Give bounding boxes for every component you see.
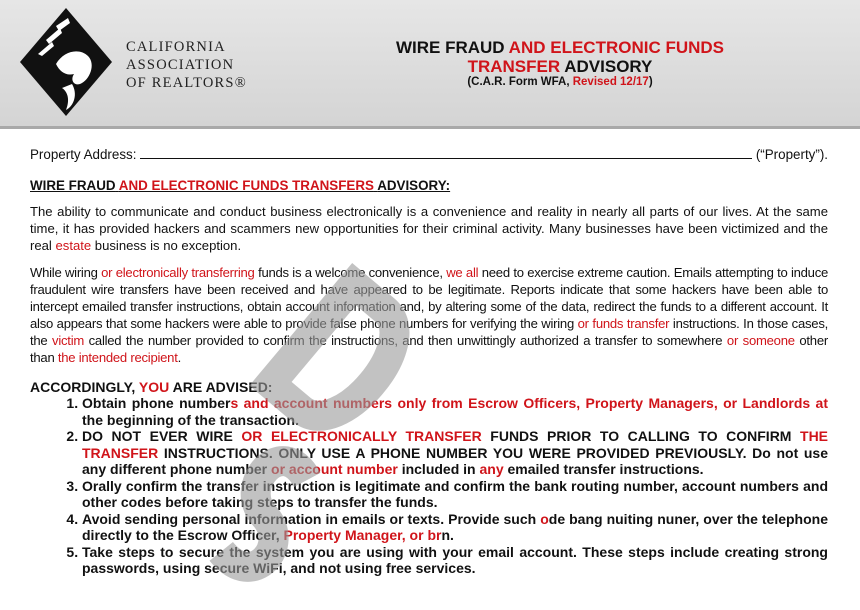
association-name <box>126 38 247 92</box>
step2-c: FUNDS PRIOR TO CALLING TO CONFIRM <box>490 428 792 444</box>
form-id <box>300 76 820 88</box>
list-item <box>82 511 828 544</box>
p2-s6: or funds transfer <box>577 316 670 331</box>
step2-f: or account number <box>271 461 398 477</box>
step4-b: o <box>540 510 549 527</box>
p2-s7: instructions. In those cases, the <box>30 316 829 348</box>
advised-b: YOU <box>138 379 170 395</box>
car-bear-logo-icon <box>16 6 116 124</box>
step4-d: Property Manager, or br <box>283 527 442 543</box>
section-part-2: AND ELECTRONIC FUNDS TRANSFERS <box>118 178 374 193</box>
property-suffix: (“Property”). <box>755 147 828 162</box>
section-part-3: ADVISORY: <box>377 178 451 193</box>
p1-text-c: business is no exception. <box>94 238 242 253</box>
advice-list <box>30 395 828 577</box>
step2-h: any <box>479 461 504 477</box>
org-line-1: CALIFORNIA <box>126 39 226 55</box>
step1-c: the beginning of the transaction. <box>82 411 299 428</box>
property-address-label: Property Address: <box>30 147 137 162</box>
title-part-3: TRANSFER <box>467 57 561 76</box>
property-address-row <box>30 146 828 162</box>
paragraph-1 <box>30 203 828 254</box>
org-line-3: OF REALTORS® <box>126 75 247 91</box>
p2-s10: or someone <box>726 333 795 348</box>
step2-g: included in <box>401 461 476 477</box>
list-item <box>82 544 828 577</box>
advised-heading <box>30 379 828 395</box>
step4-e: n. <box>441 527 454 543</box>
form-id-prefix: (C.A.R. Form WFA, <box>467 76 570 88</box>
form-id-close: ) <box>648 76 653 88</box>
form-header <box>0 0 860 129</box>
p1-text-a: The ability to communicate and conduct business electronically is a convenience and reality in nearly all parts of our lives. At the same time, it has provided hackers and scammers new opportunities for their criminal activity. Many businesses have been victimized and the real <box>30 204 828 253</box>
step3: Orally confirm the transfer instruction is legitimate and confirm the bank routing number, account numbers and other codes before taking steps to transfer the funds. <box>82 477 828 510</box>
title-part-1: WIRE FRAUD <box>395 38 505 57</box>
p2-s2: or electronically transferring <box>101 265 255 280</box>
step2-i: emailed transfer instructions. <box>507 461 704 477</box>
advised-c: ARE ADVISED: <box>172 379 273 395</box>
title-part-4: ADVISORY <box>564 57 653 76</box>
list-item <box>82 428 828 478</box>
p2-s11: other than <box>30 333 828 365</box>
step2-a: DO NOT EVER WIRE <box>82 428 233 444</box>
p2-s5: need to exercise extreme caution. Emails attempting to induce fraudulent wire transfers have been received and have appeared to be legitimate. Reports indicate that some hackers have been able to intercept emailed transfer instructions, obtain account information and, by altering some of the data, redirect the funds to a different account. It also appears that some hackers were able to provide false phone numbers for verifying the wiring <box>30 265 829 331</box>
p2-s13: . <box>177 350 181 365</box>
p2-s8: victim <box>52 333 85 348</box>
advised-a: ACCORDINGLY, <box>30 379 136 395</box>
paragraph-2 <box>30 264 828 366</box>
step2-b: OR ELECTRONICALLY TRANSFER <box>241 428 482 444</box>
step2-d: THE TRANSFER <box>82 428 829 461</box>
title-part-2: AND ELECTRONIC FUNDS <box>508 38 725 57</box>
list-item <box>82 395 828 428</box>
form-revision: Revised 12/17 <box>572 76 649 88</box>
section-heading <box>30 178 828 193</box>
p1-text-b: estate <box>55 238 92 253</box>
org-line-2: ASSOCIATION <box>126 57 235 73</box>
step5: Take steps to secure the system you are using with your email account. These steps include creating strong passwords, using secure WiFi, and not using free services. <box>82 543 828 576</box>
document-body <box>30 146 828 577</box>
form-title <box>300 38 820 76</box>
list-item <box>82 478 828 511</box>
p2-s3: funds is a welcome convenience, <box>258 265 443 280</box>
step4-c: de bang nuiting nuner, over the telephone directly to the Escrow Officer, <box>82 510 828 543</box>
property-address-field[interactable] <box>140 146 751 159</box>
p2-s9: called the number provided to confirm the instructions, and then unwittingly authorized a transfer to somewhere <box>88 333 723 348</box>
p2-s1: While wiring <box>30 265 98 280</box>
step1-a: Obtain phone number <box>82 395 231 411</box>
step1-b: s and account numbers only from Escrow Officers, Property Managers, or Landlords at <box>230 395 828 411</box>
step4-a: Avoid sending personal information in emails or texts. Provide such <box>82 510 537 527</box>
section-part-1: WIRE FRAUD <box>30 178 116 193</box>
p2-s4: we all <box>446 265 479 280</box>
step2-e: INSTRUCTIONS. ONLY USE A PHONE NUMBER YOU WERE PROVIDED PREVIOUSLY. Do not use any different phone number <box>82 444 829 477</box>
p2-s12: the intended recipient <box>57 350 178 365</box>
